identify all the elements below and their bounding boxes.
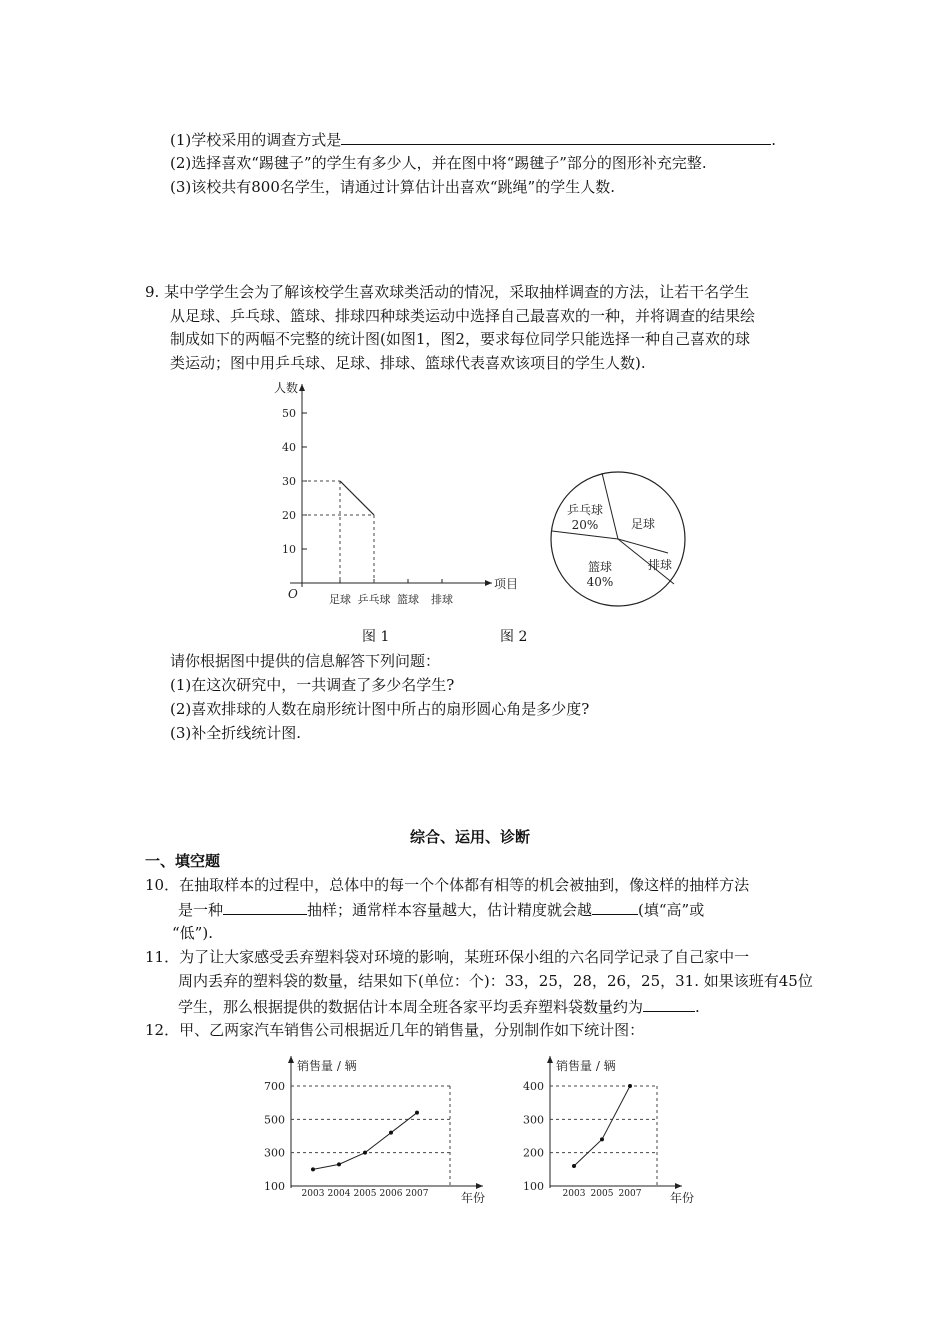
- data-line: [574, 1086, 630, 1166]
- y-tick-label: 100: [264, 1180, 285, 1193]
- q9-sub-1: (1)在这次研究中，一共调查了多少名学生?: [170, 676, 455, 694]
- figure-2-caption: 图 2: [500, 629, 528, 645]
- y-axis-arrow: [299, 384, 305, 391]
- x-tick-label: 2007: [618, 1189, 642, 1199]
- q9-sub-2: (2)喜欢排球的人数在扇形统计图中所占的扇形圆心角是多少度?: [170, 700, 590, 718]
- q11-line-2: 周内丢弃的塑料袋的数量，结果如下(单位：个)：33，25，28，26，25，31. 如果该班有45位: [178, 972, 813, 990]
- section-part-1: 一、填空题: [145, 852, 221, 870]
- y-tick-label: 500: [264, 1113, 285, 1127]
- q10-line-2: [178, 898, 704, 921]
- data-point: [389, 1131, 393, 1135]
- q11-text-b: .: [695, 998, 700, 1016]
- q8-line-2: (2)选择喜欢“踢毽子”的学生有多少人，并在图中将“踢毽子”部分的图形补充完整.: [170, 154, 707, 172]
- data-point: [600, 1137, 604, 1141]
- pie-divider: [552, 531, 618, 539]
- q9-line-1: 9. 某中学学生会为了解该校学生喜欢球类活动的情况，采取抽样调查的方法，让若干名学生: [145, 283, 750, 301]
- x-tick-label: 2003: [562, 1189, 586, 1199]
- figure-2-pie-chart: [545, 470, 695, 610]
- q10-text-a: 是一种: [178, 901, 224, 919]
- q9-ask: 请你根据图中提供的信息解答下列问题：: [170, 652, 441, 670]
- y-tick-label: 30: [282, 475, 296, 488]
- pie-divider: [602, 473, 618, 539]
- data-line: [313, 1113, 417, 1170]
- data-line: [340, 481, 374, 515]
- q8-line-3: (3)该校共有800名学生，请通过计算估计出喜欢“跳绳”的学生人数.: [170, 178, 615, 196]
- figure-1-line-chart: [260, 376, 530, 616]
- q11-text-a: 学生，那么根据提供的数据估计本周全班各家平均丢弃塑料袋数量约为: [178, 998, 644, 1016]
- x-tick-label: 2005: [353, 1189, 377, 1199]
- y-tick-label: 50: [282, 407, 296, 420]
- y-axis-arrow: [288, 1056, 294, 1063]
- y-axis-label: 销售量 / 辆: [556, 1059, 616, 1073]
- q10-line-1: 10．在抽取样本的过程中，总体中的每一个个体都有相等的机会被抽到，像这样的抽样方法: [145, 876, 750, 894]
- answer-blank[interactable]: [341, 128, 771, 145]
- sales-chart-company-b: [512, 1048, 712, 1210]
- y-tick-label: 200: [523, 1146, 544, 1160]
- pie-label: 篮球: [587, 560, 613, 574]
- section-title: 综合、运用、诊断: [410, 828, 531, 846]
- y-axis-label: 人数: [274, 381, 299, 395]
- x-axis-arrow: [476, 1183, 483, 1189]
- q10-text-c: (填“高”或: [638, 901, 705, 919]
- y-tick-label: 300: [523, 1113, 544, 1127]
- x-tick-label: 2003: [301, 1189, 325, 1199]
- x-axis-arrow: [675, 1183, 682, 1189]
- pie-percent-label: 40%: [586, 575, 614, 589]
- y-axis-arrow: [547, 1056, 553, 1063]
- y-tick-label: 40: [282, 441, 296, 454]
- pie-label: 排球: [647, 558, 673, 572]
- data-point: [311, 1167, 315, 1171]
- x-tick-label: 2004: [327, 1189, 351, 1199]
- y-tick-label: 700: [264, 1080, 285, 1093]
- y-tick-label: 20: [282, 509, 296, 522]
- q8-part1-end: .: [771, 131, 777, 149]
- answer-blank[interactable]: [223, 898, 307, 915]
- data-point: [628, 1084, 632, 1088]
- x-axis-label: 年份: [670, 1191, 695, 1205]
- q11-line-1: 11．为了让大家感受丢弃塑料袋对环境的影响，某班环保小组的六名同学记录了自己家中一: [145, 948, 750, 966]
- q9-line-4: 类运动；图中用乒乓球、足球、排球、篮球代表喜欢该项目的学生人数).: [170, 354, 646, 372]
- origin-label: O: [288, 587, 298, 601]
- y-tick-label: 400: [523, 1080, 544, 1093]
- data-point: [572, 1164, 576, 1168]
- q11-line-3: [178, 995, 700, 1018]
- pie-label: 乒乓球: [566, 503, 604, 517]
- data-point: [415, 1111, 419, 1115]
- x-tick-label: 排球: [431, 593, 453, 606]
- x-axis-arrow: [485, 580, 492, 586]
- q10-line-3: “低”).: [172, 924, 213, 942]
- x-axis-label: 年份: [461, 1191, 486, 1205]
- x-tick-label: 2007: [405, 1189, 429, 1199]
- sales-chart-company-a: [245, 1048, 505, 1210]
- answer-blank[interactable]: [592, 898, 638, 915]
- x-tick-label: 篮球: [397, 593, 419, 606]
- q9-line-2: 从足球、乒乓球、篮球、排球四种球类运动中选择自己最喜欢的一种，并将调查的结果绘: [170, 307, 756, 325]
- pie-label: 足球: [630, 517, 656, 531]
- data-point: [363, 1151, 367, 1155]
- pie-percent-label: 20%: [571, 518, 599, 532]
- x-tick-label: 足球: [329, 593, 351, 606]
- q9-sub-3: (3)补全折线统计图.: [170, 724, 302, 742]
- y-tick-label: 300: [264, 1146, 285, 1160]
- q9-line-3: 制成如下的两幅不完整的统计图(如图1，图2，要求每位同学只能选择一种自己喜欢的球: [170, 330, 750, 348]
- q10-text-b: 抽样；通常样本容量越大，估计精度就会越: [307, 901, 593, 919]
- x-tick-label: 乒乓球: [357, 593, 391, 606]
- pie-divider: [618, 539, 668, 553]
- x-tick-label: 2006: [379, 1189, 403, 1199]
- x-axis-label: 项目: [494, 577, 519, 591]
- y-tick-label: 10: [282, 543, 296, 556]
- figure-1-caption: 图 1: [362, 629, 390, 645]
- y-axis-label: 销售量 / 辆: [297, 1059, 357, 1073]
- q12-line-1: 12．甲、乙两家汽车销售公司根据近几年的销售量，分别制作如下统计图：: [145, 1021, 645, 1039]
- answer-blank[interactable]: [643, 995, 695, 1012]
- data-point: [337, 1162, 341, 1166]
- q8-line-1: [170, 128, 776, 151]
- y-tick-label: 100: [523, 1180, 544, 1193]
- x-tick-label: 2005: [590, 1189, 614, 1199]
- q8-part1-text: (1)学校采用的调查方式是: [170, 131, 342, 149]
